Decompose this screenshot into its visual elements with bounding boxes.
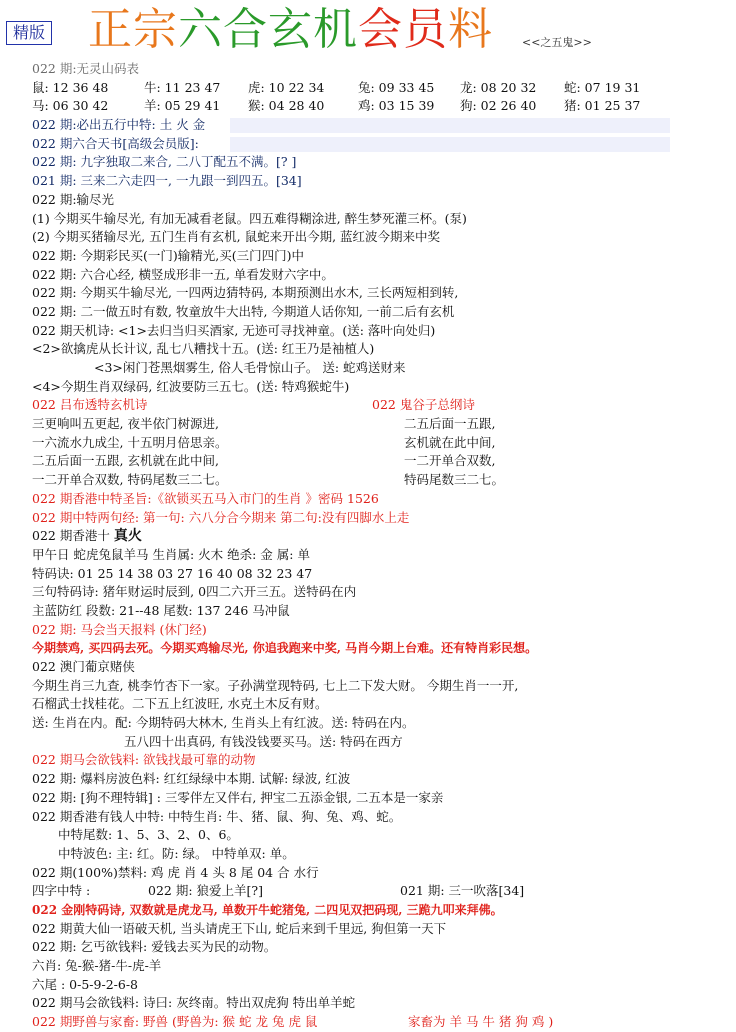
text-line: 022 期: 今期买牛输尽光, 一四两边猜特码, 本期预测出水木, 三长两短相到转, <box>32 285 459 301</box>
poem-line: <3>闲门苍黑烟雾生, 俗人毛骨惊山子。 送: 蛇鸡送财来 <box>94 360 406 375</box>
poem-line-left: 一二开单合双数, 特码尾数三二七。 <box>32 472 228 488</box>
text-line: 今期生肖三九查, 桃李竹杏下一家。子孙满堂现特码, 七上二下发大财。 今期生肖一一开, <box>32 677 519 693</box>
zodiac-entry: 虎: 10 22 34 <box>248 79 325 95</box>
poem-line-right: 一二开单合双数, <box>404 453 496 469</box>
poem-row <box>32 471 732 490</box>
text-line: 021 期: 三来二六走四一, 一九跟一到四五。[34] <box>32 173 302 189</box>
poem-row <box>32 452 732 471</box>
poem-row <box>32 434 732 453</box>
zodiac-entry: 马: 06 30 42 <box>32 98 109 114</box>
zodiac-entry: 猴: 04 28 40 <box>248 98 325 114</box>
text-line: 022 期: 九字独取二来合, 二八丁配五不满。[? ] <box>32 154 297 170</box>
zodiac-entry: 羊: 05 29 41 <box>144 98 221 114</box>
title-char: 员 <box>403 4 448 55</box>
zodiac-entry: 龙: 08 20 32 <box>460 79 537 95</box>
section-heading: 022 期香港十 <box>32 528 110 544</box>
text-line: 特码诀: 01 25 14 38 03 27 16 40 08 32 23 47 <box>32 565 313 581</box>
text-line: 022 期: 乞丐欲钱料: 爱钱去买为民的动物。 <box>32 939 277 955</box>
zodiac-entry: 蛇: 07 19 31 <box>564 79 641 95</box>
title-char: 玄 <box>268 4 313 55</box>
text-line: 022 期天机诗: <1>去归当归买酒家, 无迹可寻找神童。(送: 落叶向处归) <box>32 322 436 338</box>
title-char: 宗 <box>133 4 178 55</box>
text-line-indented: 中特波色: 主: 红。防: 绿。 中特单双: 单。 <box>58 845 295 861</box>
text-line <box>32 882 732 901</box>
poem-heading-right: 022 鬼谷子总纲诗 <box>372 397 475 413</box>
text-line: 022 期香港中特圣旨:《欲锁买五马入市门的生肖 》密码 1526 <box>32 490 379 506</box>
zodiac-entry: 鸡: 03 15 39 <box>358 98 435 114</box>
text-line-indented: 中特尾数: 1、5、3、2、0、6。 <box>58 827 239 843</box>
poem-line-right: 特码尾数三二七。 <box>404 472 505 488</box>
text-line: 022 期马会欲钱料: 诗曰: 灰终南。特出双虎狗 特出单羊蛇 <box>32 995 356 1011</box>
text-line: 022 期: 二一做五时有数, 牧童放牛大出特, 今期道人话你知, 一前二后有玄机 <box>32 303 455 319</box>
poem-heading-left: 022 吕布透特玄机诗 <box>32 397 148 413</box>
four-char-label: 四字中特 : <box>32 883 91 899</box>
text-line: 022 期: [狗不理特辑] : 三零伴左又伴右, 押宝二五添金银, 二五本是一家亲 <box>32 789 444 805</box>
edition-badge[interactable]: 精版 <box>6 21 52 45</box>
text-line: 022 期: 马会当天报料 (休门经) <box>32 621 207 637</box>
text-line: 022 期中特两句经: 第一句: 六八分合今期来 第二句:没有四脚水上走 <box>32 509 410 525</box>
title-char: 六 <box>178 4 223 55</box>
livestock-line: 家畜为 羊 马 牛 猪 狗 鸡 ) <box>408 1014 554 1030</box>
poem-line-left: 二五后面一五跟, 玄机就在此中间, <box>32 453 219 469</box>
four-char-022: 022 期: 狼爱上羊[?] <box>148 883 263 899</box>
title-char: 会 <box>358 4 403 55</box>
section-heading: 022 期六合天书[高级会员版]: <box>32 135 199 151</box>
zodiac-entry: 猪: 01 25 37 <box>564 98 641 114</box>
text-line: 022 期马会欲钱料: 欲钱找最可靠的动物 <box>32 752 256 768</box>
text-line-indented: 五八四十出真码, 有钱没钱要买马。送: 特码在西方 <box>124 733 403 749</box>
poem-line-right: 玄机就在此中间, <box>404 434 496 450</box>
zodiac-entry: 狗: 02 26 40 <box>460 98 537 114</box>
author-tag: <<之五鬼>> <box>522 36 592 49</box>
poem-line-right: 二五后面一五跟, <box>404 416 496 432</box>
text-line: 石榴武士找桂花。二下五上红波旺, 水克土木反有财。 <box>32 696 328 712</box>
text-line: (1) 今期买牛输尽光, 有加无减看老鼠。四五难得糊涂进, 醉生梦死灌三杯。(泵) <box>32 210 467 226</box>
text-line <box>32 1013 732 1032</box>
zodiac-entry: 鼠: 12 36 48 <box>32 79 109 95</box>
page-title <box>88 4 493 56</box>
text-line: 022 期黄大仙一语破天机, 当头请虎王下山, 蛇后来到千里远, 狗但第一天下 <box>32 920 447 936</box>
text-line: 022 澳门葡京赌侠 <box>32 659 135 674</box>
text-line: 六尾 : 0-5-9-2-6-8 <box>32 976 138 992</box>
title-char: 合 <box>223 4 268 55</box>
text-line: <2>欲擒虎从长计议, 乱七八糟找十五。(送: 红王乃是袖植人) <box>32 341 375 357</box>
poem-line-left: 一六流水九成尘, 十五明月倍思亲。 <box>32 434 228 450</box>
text-line: 022 期:输尽光 <box>32 191 115 207</box>
poem-line-left: 三更响叫五更起, 夜半依门树源进, <box>32 416 219 432</box>
text-line: 022 期: 今期彩民买(一门)输精光,买(三门四门)中 <box>32 247 304 263</box>
text-line: 022 金刚特码诗, 双数就是虎龙马, 单数开牛蛇猪兔, 二四见双把码现, 三跪九叩来拜佛。 <box>32 902 503 917</box>
shaded-box <box>230 137 670 152</box>
shaded-box <box>230 118 670 133</box>
header <box>0 0 736 62</box>
text-line: 今期禁鸡, 买四码去死。今期买鸡输尽光, 你追我跑来中奖, 马肖今期上台难。还有特肖彩民想。 <box>32 641 538 656</box>
text-line <box>32 135 732 154</box>
text-line <box>32 845 732 864</box>
text-line: 主蓝防红 段数: 21--48 尾数: 137 246 马冲鼠 <box>32 602 290 618</box>
zodiac-number-row-2 <box>32 97 732 116</box>
text-line: 022 期: 爆料房波色料: 红红绿绿中本期. 试解: 绿波, 红波 <box>32 771 351 787</box>
text-line <box>32 359 732 378</box>
text-line: 三句特码诗: 猪年财运时辰到, 0四二六开三五。送特码在内 <box>32 584 357 600</box>
text-line: 022 期(100%)禁料: 鸡 虎 肖 4 头 8 尾 04 合 水行 <box>32 864 319 880</box>
text-line: <4>今期生肖双绿码, 红波要防三五七。(送: 特鸡猴蛇牛) <box>32 378 350 394</box>
title-char: 正 <box>88 4 133 55</box>
zodiac-entry: 牛: 11 23 47 <box>144 79 221 95</box>
text-line: 022 期: 六合心经, 横竖成形非一五, 单看发财六字中。 <box>32 266 334 282</box>
five-elements-line: 022 期:必出五行中特: 土 火 金 <box>32 117 206 133</box>
text-line: 送: 生肖在内。配: 今期特码大林木, 生肖头上有红波。送: 特码在内。 <box>32 715 415 731</box>
poem-row <box>32 415 732 434</box>
text-line: 022 期:无灵山码表 <box>32 61 140 76</box>
title-char: 机 <box>313 4 358 55</box>
title-char: 料 <box>448 4 493 55</box>
wild-beasts-line: 022 期野兽与家畜: 野兽 (野兽为: 猴 蛇 龙 兔 虎 鼠 <box>32 1014 318 1030</box>
text-line: 022 期香港有钱人中特: 中特生肖: 牛、猪、鼠、狗、兔、鸡、蛇。 <box>32 808 402 824</box>
text-line <box>32 116 732 135</box>
zodiac-entry: 兔: 09 33 45 <box>358 79 435 95</box>
four-char-021: 021 期: 三一吹落[34] <box>400 883 525 899</box>
stamp-text: 真火 <box>113 528 142 545</box>
text-line <box>32 826 732 845</box>
text-line: 甲午日 蛇虎兔鼠羊马 生肖属: 火木 绝杀: 金 属: 单 <box>32 546 310 562</box>
zodiac-number-row-1 <box>32 79 732 98</box>
text-line: (2) 今期买猪输尽光, 五门生肖有玄机, 鼠蛇来开出今期, 蓝红波今期来中奖 <box>32 229 441 245</box>
article-body <box>32 60 732 1032</box>
text-line <box>32 733 732 752</box>
text-line: 六肖: 兔-猴-猪-牛-虎-羊 <box>32 958 162 973</box>
poem-headings <box>32 396 732 415</box>
text-line <box>32 527 732 546</box>
